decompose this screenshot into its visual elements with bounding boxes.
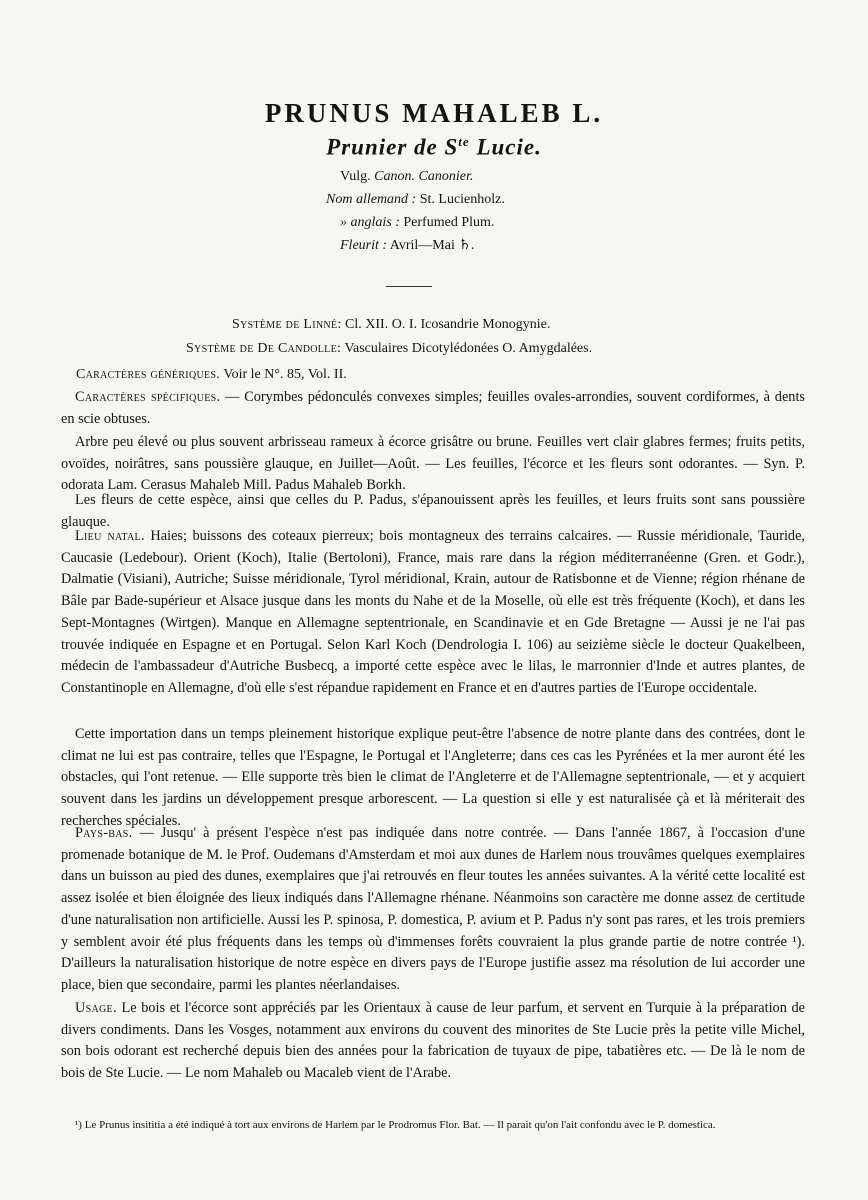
- specifiques-label: Caractères spécifiques.: [75, 389, 221, 405]
- fleurit-value: Avril—Mai ♄.: [389, 238, 475, 253]
- german-name: [326, 188, 646, 211]
- native-range-paragraph: [61, 526, 805, 700]
- system-linne: [232, 317, 550, 333]
- specific-characters-paragraph: [61, 387, 805, 430]
- subtitle-end: Lucie.: [469, 134, 542, 160]
- candolle-value: Vasculaires Dicotylédonées O. Amygdalées.: [344, 341, 593, 356]
- footnote: ¹) Le Prunus insititia a été indiqué à tort aux environs de Harlem par le Prodromus Flor. Bat. — Il parait qu'on l'ait confondu avec le P. domestica.: [75, 1119, 716, 1131]
- vulg-label: Vulg.: [340, 169, 371, 184]
- vulgar-names: [340, 165, 660, 188]
- subtitle-sup: te: [458, 134, 470, 149]
- fleurit-label: Fleurit :: [340, 238, 388, 253]
- generiques-value: Voir le N°. 85, Vol. II.: [223, 367, 347, 382]
- english-name: [340, 211, 660, 234]
- lieu-text: Haies; buissons des coteaux pierreux; bois montagneux des terrains calcaires. — Russie méridionale, Tauride, Caucasie (Ledebour). Orient (Koch), Italie (Bertoloni), France, mais rare dans la région méditerranéenne (Gren. et Godr.), Dalmatie (Visiani), Autriche; Suisse méridionale, Tyrol méridional, Krain, autour de Ratisbonne et de Vienne; région rhénane de Bâle par Bade-supérieur et Alsace jusque dans les monts du Nahe et de la Moselle, où elle est très fréquente (Koch), et dans les Sept-Montagnes (Wirtgen). Manque en Allemagne septentrionale, en Scandinavie et en Gde Bretagne — Aussi je ne l'ai pas trouvée indiquée en Espagne et en Portugal. Selon Karl Koch (Dendrologia I. 106) au seizième siècle le docteur Quakelbeen, médecin de l'ambassadeur d'Autriche Busbecq, a importé cette espèce avec le lilas, le marronnier d'Inde et autres plantes, de Constantinople en Allemagne, d'où elle s'est répandue rapidement en France et en d'autres parties de l'Europe occidentale.: [61, 528, 805, 696]
- fleurs-text: Les fleurs de cette espèce, ainsi que celles du P. Padus, s'épanouissent après les feuilles, et leurs fruits sont sans poussière glauque.: [61, 492, 805, 530]
- candolle-label: Système de De Candolle:: [186, 341, 342, 356]
- linne-value: Cl. XII. O. I. Icosandrie Monogynie.: [345, 317, 551, 332]
- page-title: PRUNUS MAHALEB L.: [264, 98, 604, 128]
- importation-text: Cette importation dans un temps pleinement historique explique peut-être l'absence de notre plante dans des contrées, dont le climat ne lui est pas contraire, telles que l'Espagne, le Portugal et l'Angleterre; dans ces cas les Pyrénées et la mer auront été les obstacles, qui l'ont retenue. — Elle supporte très bien le climat de l'Angleterre et de l'Allemagne septentrionale, — et y acquiert souvent dans les jardins un développement presque arborescent. — La question si elle y est naturalisée çà et là mériterait des recherches spéciales.: [61, 726, 805, 829]
- generic-characters: [76, 367, 347, 383]
- flowering-time: [340, 234, 660, 257]
- page-subtitle: [0, 134, 868, 161]
- divider-rule: [386, 286, 432, 287]
- arbre-text: Arbre peu élevé ou plus souvent arbrisseau rameux à écorce grisâtre ou brune. Feuilles vert clair glabres fermes; fruits petits, ovoïdes, noirâtres, sans poussière glauque, en Juillet—Août. — Les feuilles, l'écorce et les fleurs sont odorantes. — Syn. P. odorata Lam. Cerasus Mahaleb Mill. Padus Mahaleb Borkh.: [61, 434, 805, 494]
- usage-text: Le bois et l'écorce sont appréciés par les Orientaux à cause de leur parfum, et servent en Turquie à la préparation de divers condiments. Dans les Vosges, notamment aux environs du couvent des minorites de Ste Lucie près la petite ville Michel, son bois odorant est recherché depuis bien des années pour la fabrication de tuyaux de pipe, tabatières etc. — De là le nom de bois de Ste Lucie. — Le nom Mahaleb ou Macaleb vient de l'Arabe.: [61, 1000, 806, 1082]
- usage-label: Usage.: [75, 1000, 117, 1016]
- linne-label: Système de Linné:: [232, 317, 342, 332]
- paysbas-label: Pays-bas.: [75, 825, 133, 841]
- subtitle-main: Prunier de S: [326, 134, 459, 160]
- usage-paragraph: [61, 998, 805, 1085]
- netherlands-paragraph: [61, 823, 805, 997]
- anglais-label: » anglais :: [340, 215, 400, 230]
- description-paragraph: [61, 432, 805, 497]
- paysbas-text: — Jusqu' à présent l'espèce n'est pas indiquée dans notre contrée. — Dans l'année 1867, à l'occasion d'une promenade botanique de M. le Prof. Oudemans d'Amsterdam et moi aux dunes de Harlem nous trouvâmes quelques exemplaires dans un buisson au pied des dunes, exemplaires que j'ai retrouvés en fleur toutes les années suivantes. A la vérité cette localité est assez isolée et bien éloignée des lieux indiqués dans l'Allemagne rhénane. Néanmoins son caractère me donne assez de certitude d'une naturalisation non artificielle. Aussi les P. spinosa, P. domestica, P. avium et P. Padus n'y sont pas rares, et les trois premiers y semblent avoir été plus fréquents dans les temps où d'immenses forêts couvraient la plus grande partie de notre contrée ¹). D'ailleurs la naturalisation historique de notre espèce en divers pays de l'Europe justifie assez ma résolution de lui accorder une place, bien que secondaire, parmi les plantes néerlandaises.: [61, 825, 806, 993]
- specifiques-text: — Corymbes pédonculés convexes simples; feuilles ovales-arrondies, souvent cordiformes, à dents en scie obtuses.: [61, 389, 805, 427]
- allemand-label: Nom allemand :: [326, 192, 417, 207]
- lieu-label: Lieu natal.: [75, 528, 145, 544]
- system-candolle: [186, 341, 592, 357]
- allemand-value: St. Lucienholz.: [419, 192, 505, 207]
- anglais-value: Perfumed Plum.: [403, 215, 495, 230]
- generiques-label: Caractères génériques.: [76, 367, 221, 382]
- vulg-value: Canon. Canonier.: [374, 169, 474, 184]
- importation-paragraph: [61, 724, 805, 833]
